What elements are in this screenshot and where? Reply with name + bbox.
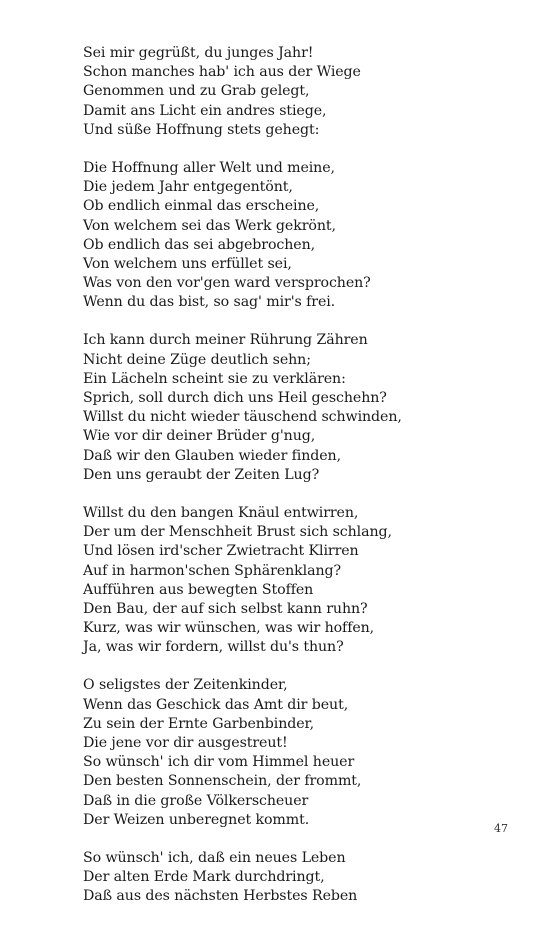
verse-line: Der alten Erde Mark durchdringt,: [83, 869, 325, 886]
stanza-5: [83, 676, 523, 830]
page-number: 47: [494, 822, 508, 835]
verse-line: Von welchem sei das Werk gekrönt,: [83, 217, 336, 234]
verse-line: Von welchem uns erfüllet sei,: [83, 255, 292, 272]
verse-line: Ja, was wir fordern, willst du's thun?: [83, 639, 344, 656]
verse-line: So wünsch' ich, daß ein neues Leben: [83, 849, 346, 866]
verse-line: Den besten Sonnenschein, der frommt,: [83, 773, 362, 790]
verse-line: O seligstes der Zeitenkinder,: [83, 677, 288, 694]
verse-line: So wünsch' ich dir vom Himmel heuer: [83, 754, 355, 771]
verse-line: Schon manches hab' ich aus der Wiege: [83, 64, 361, 81]
verse-line: Ich kann durch meiner Rührung Zähren: [83, 332, 368, 349]
verse-line: Die jedem Jahr entgegentönt,: [83, 179, 293, 196]
verse-line: Auf in harmon'schen Sphärenklang?: [83, 562, 341, 579]
verse-line: Daß wir den Glauben wieder finden,: [83, 447, 342, 464]
verse-line: Wie vor dir deiner Brüder g'nug,: [83, 428, 316, 445]
verse-line: Zu sein der Ernte Garbenbinder,: [83, 715, 315, 732]
verse-line: Ein Lächeln scheint sie zu verklären:: [83, 370, 346, 387]
verse-line: Den Bau, der auf sich selbst kann ruhn?: [83, 600, 368, 617]
verse-line: Ob endlich einmal das erscheine,: [83, 198, 320, 215]
verse-line: Die jene vor dir ausgestreut!: [83, 735, 288, 751]
verse-line: Daß aus des nächsten Herbstes Reben: [83, 888, 358, 905]
verse-line: Daß in die große Völkerscheuer: [83, 792, 309, 809]
verse-line: Und lösen ird'scher Zwietracht Klirren: [83, 543, 359, 560]
verse-line: Willst du nicht wieder täuschend schwinden,: [83, 409, 402, 426]
verse-line: Die Hoffnung aller Welt und meine,: [83, 159, 335, 176]
verse-line: Willst du den bangen Knäul entwirren,: [83, 504, 359, 521]
stanza-4: [83, 504, 523, 658]
stanza-3: [83, 331, 523, 485]
verse-line: Genommen und zu Grab gelegt,: [83, 83, 310, 100]
verse-line: Wenn du das bist, so sag' mir's frei.: [83, 294, 336, 311]
stanza-6: [83, 849, 523, 907]
verse-line: Der Weizen unberegnet kommt.: [83, 811, 310, 828]
poem-body: [83, 44, 523, 926]
verse-line: Kurz, was wir wünschen, was wir hoffen,: [83, 620, 375, 637]
stanza-1: [83, 44, 523, 140]
verse-line: Und süße Hoffnung stets gehegt:: [83, 121, 320, 138]
verse-line: Den uns geraubt der Zeiten Lug?: [83, 466, 320, 483]
verse-line: Damit ans Licht ein andres stiege,: [83, 102, 327, 119]
verse-line: Sei mir gegrüßt, du junges Jahr!: [83, 45, 314, 61]
verse-line: Wenn das Geschick das Amt dir beut,: [83, 696, 349, 713]
verse-line: Nicht deine Züge deutlich sehn;: [83, 351, 311, 368]
verse-line: Sprich, soll durch dich uns Heil geschehn?: [83, 390, 387, 406]
stanza-2: [83, 159, 523, 313]
verse-line: Ob endlich das sei abgebrochen,: [83, 236, 316, 253]
verse-line: Aufführen aus bewegten Stoffen: [83, 581, 314, 598]
verse-line: Der um der Menschheit Brust sich schlang,: [83, 524, 392, 541]
verse-line: Was von den vor'gen ward versprochen?: [83, 275, 371, 292]
